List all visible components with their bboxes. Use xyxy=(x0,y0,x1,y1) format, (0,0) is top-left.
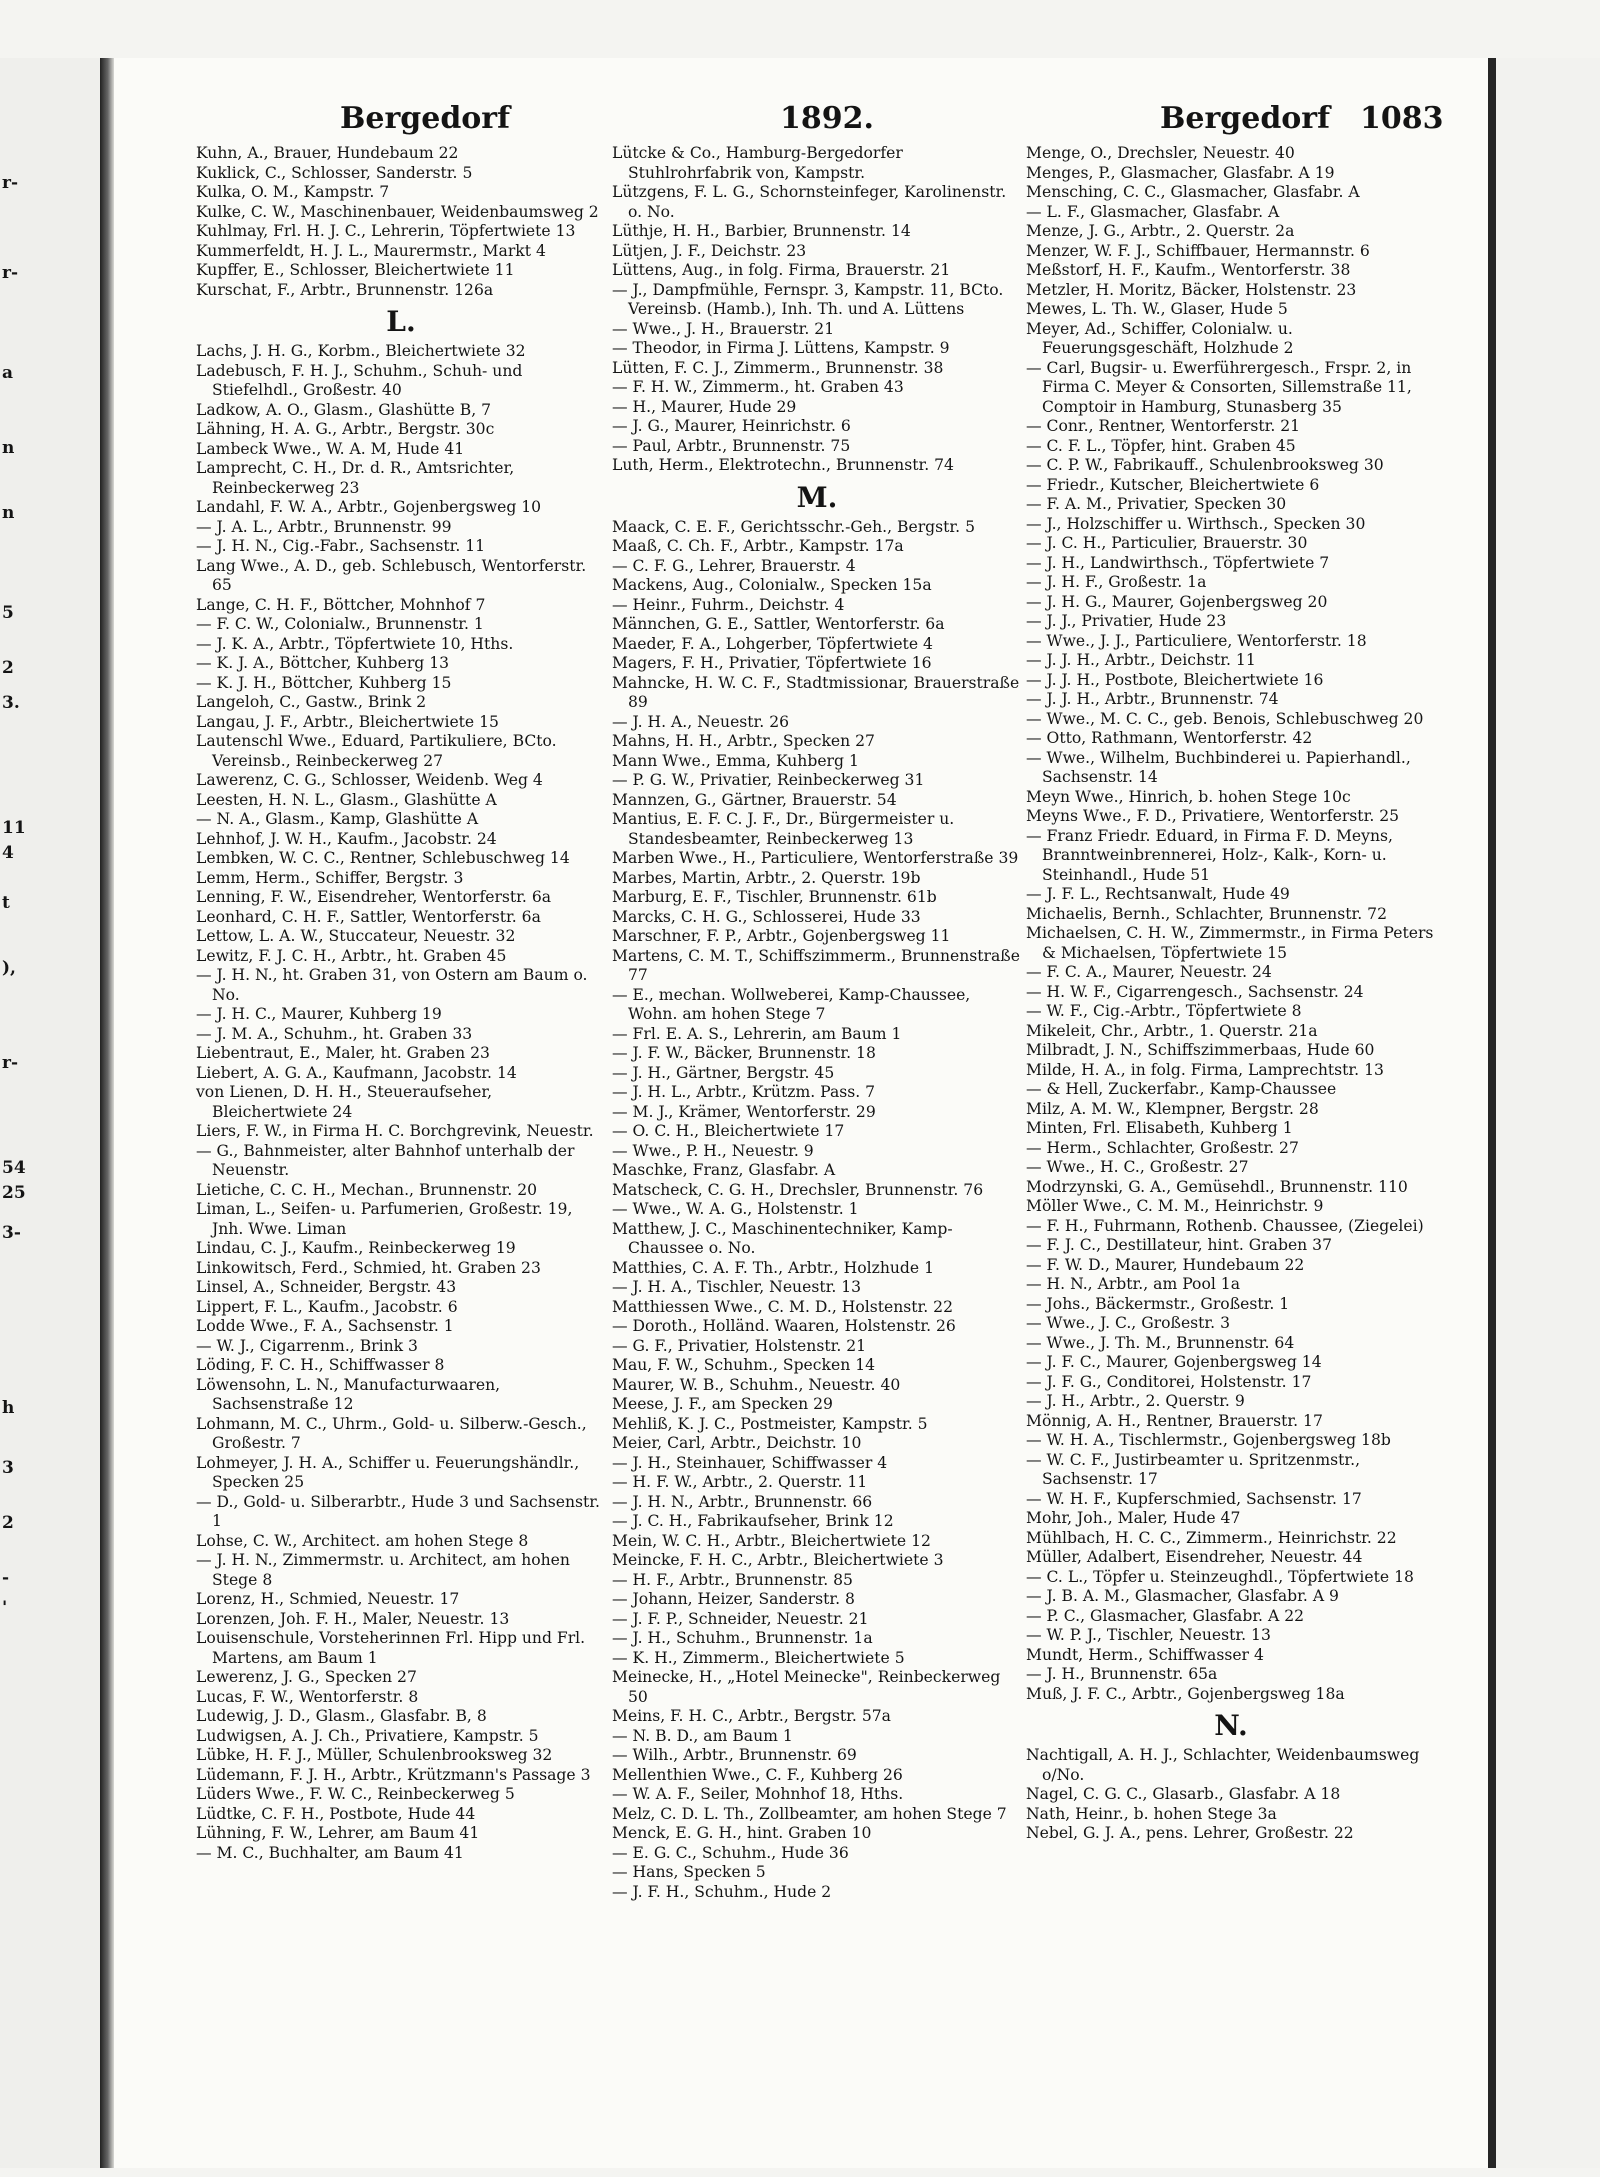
directory-entry: Mackens, Aug., Colonialw., Specken 15a xyxy=(612,576,932,594)
directory-entry: — Wwe., P. H., Neuestr. 9 xyxy=(612,1141,814,1160)
directory-entry: — J. A. L., Arbtr., Brunnenstr. 99 xyxy=(196,517,452,536)
directory-entry: Lehnhof, J. W. H., Kaufm., Jacobstr. 24 xyxy=(196,829,497,848)
directory-entry: — J. H., Steinhauer, Schiffwasser 4 xyxy=(612,1453,888,1472)
running-title-left: Bergedorf xyxy=(340,101,511,136)
directory-entry: — F. W. D., Maurer, Hundebaum 22 xyxy=(1026,1255,1305,1274)
directory-entry: Lenning, F. W., Eisendreher, Wentorferstr. 6a xyxy=(196,888,552,906)
directory-entry: Landahl, F. W. A., Arbtr., Gojenbergsweg 10 xyxy=(196,498,542,516)
section-letter-heading: M. xyxy=(796,480,838,514)
previous-page-text-fragment: r- xyxy=(2,1053,19,1073)
directory-entry: Menze, J. G., Arbtr., 2. Querstr. 2a xyxy=(1026,222,1295,240)
directory-entry: — M. J., Krämer, Wentorferstr. 29 xyxy=(612,1102,876,1121)
directory-entry: Maschke, Franz, Glasfabr. A xyxy=(612,1161,836,1179)
directory-entry: Lindau, C. J., Kaufm., Reinbeckerweg 19 xyxy=(196,1239,516,1257)
directory-entry: Mantius, E. F. C. J. F., Dr., Bürgermeister u. Standesbeamter, Reinbeckerweg 13 xyxy=(612,810,955,848)
directory-entry: Menge, O., Drechsler, Neuestr. 40 xyxy=(1026,144,1295,162)
directory-entry: Nebel, G. J. A., pens. Lehrer, Großestr. 22 xyxy=(1026,1824,1354,1842)
directory-entry: Maurer, W. B., Schuhm., Neuestr. 40 xyxy=(612,1375,901,1394)
directory-entry: Langau, J. F., Arbtr., Bleichertwiete 15 xyxy=(196,712,499,731)
directory-entry: Ladebusch, F. H. J., Schuhm., Schuh- und Stiefelhdl., Großestr. 40 xyxy=(196,361,523,399)
directory-entry: — J. F. P., Schneider, Neuestr. 21 xyxy=(612,1609,869,1628)
directory-entry: — Wwe., J. H., Brauerstr. 21 xyxy=(612,319,835,338)
directory-entry: — Wwe., Wilhelm, Buchbinderei u. Papierhandl., Sachsenstr. 14 xyxy=(1026,748,1411,786)
directory-entry: — Frl. E. A. S., Lehrerin, am Baum 1 xyxy=(612,1024,902,1043)
directory-entry: Lütcke & Co., Hamburg-Bergedorfer Stuhlrohrfabrik von, Kampstr. xyxy=(612,144,903,182)
directory-entry: Meese, J. F., am Specken 29 xyxy=(612,1395,833,1413)
directory-entry: Lützgens, F. L. G., Schornsteinfeger, Karolinenstr. o. No. xyxy=(612,183,1007,221)
directory-entry: — E., mechan. Wollweberei, Kamp-Chaussee, Wohn. am hohen Stege 7 xyxy=(612,985,971,1023)
directory-entry: Modrzynski, G. A., Gemüsehdl., Brunnenstr. 110 xyxy=(1026,1177,1408,1196)
directory-entry: — J. B. A. M., Glasmacher, Glasfabr. A 9 xyxy=(1026,1587,1339,1605)
directory-entry: — J. H. A., Neuestr. 26 xyxy=(612,712,790,731)
directory-entry: — J. F. L., Rechtsanwalt, Hude 49 xyxy=(1026,885,1290,903)
directory-entry: — Otto, Rathmann, Wentorferstr. 42 xyxy=(1026,729,1313,747)
directory-entry: Mikeleit, Chr., Arbtr., 1. Querstr. 21a xyxy=(1026,1021,1318,1040)
previous-page-text-fragment: 11 xyxy=(2,818,26,838)
directory-entry: — Wilh., Arbtr., Brunnenstr. 69 xyxy=(612,1746,857,1764)
directory-entry: Liers, F. W., in Firma H. C. Borchgrevink, Neuestr. xyxy=(196,1122,594,1140)
directory-column-middle xyxy=(612,144,1022,1902)
directory-entry: Kurschat, F., Arbtr., Brunnenstr. 126a xyxy=(196,280,494,299)
directory-entry: — Johs., Bäckermstr., Großestr. 1 xyxy=(1026,1294,1290,1313)
directory-entry: — Theodor, in Firma J. Lüttens, Kampstr. 9 xyxy=(612,339,950,357)
directory-entry: Linsel, A., Schneider, Bergstr. 43 xyxy=(196,1278,457,1296)
directory-entry: — Wwe., M. C. C., geb. Benois, Schlebuschweg 20 xyxy=(1026,709,1424,728)
directory-entry: Lütten, F. C. J., Zimmerm., Brunnenstr. 38 xyxy=(612,358,944,377)
directory-entry: Mahns, H. H., Arbtr., Specken 27 xyxy=(612,732,875,750)
directory-entry: Kuhlmay, Frl. H. J. C., Lehrerin, Töpfertwiete 13 xyxy=(196,222,576,240)
directory-entry: Männchen, G. E., Sattler, Wentorferstr. 6a xyxy=(612,615,945,633)
directory-entry: — G., Bahnmeister, alter Bahnhof unterhalb der Neuenstr. xyxy=(196,1141,575,1179)
directory-entry: — W. A. F., Seiler, Mohnhof 18, Hths. xyxy=(612,1785,904,1803)
directory-entry: — J. H., Arbtr., 2. Querstr. 9 xyxy=(1026,1392,1245,1410)
directory-entry: Mellenthien Wwe., C. F., Kuhberg 26 xyxy=(612,1765,903,1784)
directory-entry: Lautenschl Wwe., Eduard, Partikuliere, BCto. Vereinsb., Reinbeckerweg 27 xyxy=(196,732,557,770)
directory-entry: Michaelsen, C. H. W., Zimmermstr., in Firma Peters & Michaelsen, Töpfertwiete 15 xyxy=(1026,924,1434,962)
previous-page-text-fragment: a xyxy=(2,363,14,383)
directory-entry: — J. K. A., Arbtr., Töpfertwiete 10, Hths. xyxy=(196,634,514,653)
directory-entry: Lüttens, Aug., in folg. Firma, Brauerstr. 21 xyxy=(612,261,951,279)
directory-entry: Mewes, L. Th. W., Glaser, Hude 5 xyxy=(1026,300,1288,318)
directory-entry: Lippert, F. L., Kaufm., Jacobstr. 6 xyxy=(196,1297,458,1316)
directory-entry: — J. F. C., Maurer, Gojenbergsweg 14 xyxy=(1026,1353,1322,1371)
directory-entry: Lüdemann, F. J. H., Arbtr., Krützmann's Passage 3 xyxy=(196,1765,591,1784)
directory-entry: Liebentraut, E., Maler, ht. Graben 23 xyxy=(196,1044,490,1062)
directory-entry: Löwensohn, L. N., Manufacturwaaren, Sachsenstraße 12 xyxy=(196,1375,501,1413)
directory-entry: Nachtigall, A. H. J., Schlachter, Weidenbaumsweg o/No. xyxy=(1026,1746,1420,1784)
directory-entry: — N. A., Glasm., Kamp, Glashütte A xyxy=(196,810,479,828)
directory-entry: Mehliß, K. J. C., Postmeister, Kampstr. 5 xyxy=(612,1414,928,1433)
directory-entry: Lüdtke, C. F. H., Postbote, Hude 44 xyxy=(196,1804,476,1823)
directory-entry: — Wwe., J. Th. M., Brunnenstr. 64 xyxy=(1026,1333,1295,1352)
directory-entry: Ludwigsen, A. J. Ch., Privatiere, Kampstr. 5 xyxy=(196,1726,539,1745)
directory-entry: Lietiche, C. C. H., Mechan., Brunnenstr. 20 xyxy=(196,1180,538,1199)
directory-entry: Müller, Adalbert, Eisendreher, Neuestr. 44 xyxy=(1026,1548,1363,1566)
directory-entry: Melz, C. D. L. Th., Zollbeamter, am hohen Stege 7 xyxy=(612,1804,1007,1823)
directory-entry: Matthies, C. A. F. Th., Arbtr., Holzhude 1 xyxy=(612,1258,934,1277)
directory-entry: Leesten, H. N. L., Glasm., Glashütte A xyxy=(196,790,497,809)
directory-entry: Lawerenz, C. G., Schlosser, Weidenb. Weg 4 xyxy=(196,771,543,789)
directory-entry: Meyn Wwe., Hinrich, b. hohen Stege 10c xyxy=(1026,787,1351,806)
directory-entry: — C. P. W., Fabrikauff., Schulenbrooksweg 30 xyxy=(1026,456,1384,474)
directory-entry: Nath, Heinr., b. hohen Stege 3a xyxy=(1026,1804,1277,1823)
directory-entry: Maack, C. E. F., Gerichtsschr.-Geh., Bergstr. 5 xyxy=(612,517,975,536)
directory-entry: Linkowitsch, Ferd., Schmied, ht. Graben 23 xyxy=(196,1258,541,1277)
directory-entry: — H. F. W., Arbtr., 2. Querstr. 11 xyxy=(612,1473,868,1491)
directory-entry: Matthew, J. C., Maschinentechniker, Kamp-Chaussee o. No. xyxy=(612,1219,953,1257)
previous-page-text-fragment: 4 xyxy=(2,843,14,863)
directory-entry: Marbes, Martin, Arbtr., 2. Querstr. 19b xyxy=(612,868,921,887)
directory-entry: Milz, A. M. W., Klempner, Bergstr. 28 xyxy=(1026,1099,1319,1118)
directory-entry: Metzler, H. Moritz, Bäcker, Holstenstr. 23 xyxy=(1026,280,1357,299)
directory-entry: Milbradt, J. N., Schiffszimmerbaas, Hude 60 xyxy=(1026,1041,1375,1059)
directory-entry: Mann Wwe., Emma, Kuhberg 1 xyxy=(612,751,859,770)
directory-entry: — J. F. G., Conditorei, Holstenstr. 17 xyxy=(1026,1372,1312,1391)
directory-entry: Meyer, Ad., Schiffer, Colonialw. u. Feuerungsgeschäft, Holzhude 2 xyxy=(1026,319,1294,357)
directory-entry: — C. F. G., Lehrer, Brauerstr. 4 xyxy=(612,556,856,575)
page-outer-margin xyxy=(1496,58,1600,2168)
section-letter-heading: N. xyxy=(1214,1709,1248,1742)
directory-entry: Lambeck Wwe., W. A. M, Hude 41 xyxy=(196,439,465,458)
previous-page-text-fragment: 5 xyxy=(2,603,14,623)
directory-entry: — H. F., Arbtr., Brunnenstr. 85 xyxy=(612,1570,853,1589)
directory-entry: Muß, J. F. C., Arbtr., Gojenbergsweg 18a xyxy=(1026,1684,1345,1703)
directory-entry: — K. J. H., Böttcher, Kuhberg 15 xyxy=(196,673,452,692)
directory-entry: — J. H. G., Maurer, Gojenbergsweg 20 xyxy=(1026,592,1328,611)
directory-entry: — H. N., Arbtr., am Pool 1a xyxy=(1026,1275,1240,1293)
directory-entry: — D., Gold- u. Silberarbtr., Hude 3 und Sachsenstr. 1 xyxy=(196,1492,601,1530)
directory-entry: Lettow, L. A. W., Stuccateur, Neuestr. 32 xyxy=(196,927,516,945)
directory-entry: Lang Wwe., A. D., geb. Schlebusch, Wentorferstr. 65 xyxy=(196,556,587,594)
directory-entry: Louisenschule, Vorsteherinnen Frl. Hipp und Frl. Martens, am Baum 1 xyxy=(196,1629,586,1667)
directory-entry: — W. P. J., Tischler, Neuestr. 13 xyxy=(1026,1626,1271,1644)
directory-entry: — W. C. F., Justirbeamter u. Spritzenmstr., Sachsenstr. 17 xyxy=(1026,1450,1361,1488)
directory-entry: Mannzen, G., Gärtner, Brauerstr. 54 xyxy=(612,790,897,809)
previous-page-edge xyxy=(0,58,100,2168)
previous-page-text-fragment: n xyxy=(2,503,15,523)
previous-page-text-fragment: - xyxy=(2,1568,10,1588)
directory-entry: Michaelis, Bernh., Schlachter, Brunnenstr. 72 xyxy=(1026,904,1387,923)
page-header xyxy=(180,101,1600,137)
directory-entry: — J. J. H., Postbote, Bleichertwiete 16 xyxy=(1026,670,1324,689)
directory-entry: Marburg, E. F., Tischler, Brunnenstr. 61b xyxy=(612,888,937,906)
directory-entry: — J. C. H., Fabrikaufseher, Brink 12 xyxy=(612,1512,894,1530)
page-number: 1083 xyxy=(1360,101,1444,136)
directory-entry: Marschner, F. P., Arbtr., Gojenbergsweg 11 xyxy=(612,927,951,945)
directory-entry: — G. F., Privatier, Holstenstr. 21 xyxy=(612,1336,867,1355)
directory-entry: — Hans, Specken 5 xyxy=(612,1863,766,1881)
directory-entry: — J. H. L., Arbtr., Krützm. Pass. 7 xyxy=(612,1083,876,1101)
directory-entry: Menges, P., Glasmacher, Glasfabr. A 19 xyxy=(1026,163,1335,182)
previous-page-text-fragment: 25 xyxy=(2,1183,26,1203)
directory-entry: Matthiessen Wwe., C. M. D., Holstenstr. 22 xyxy=(612,1297,954,1316)
directory-entry: — J. M. A., Schuhm., ht. Graben 33 xyxy=(196,1024,473,1043)
directory-entry: Möller Wwe., C. M. M., Heinrichstr. 9 xyxy=(1026,1197,1324,1215)
directory-entry: Meier, Carl, Arbtr., Deichstr. 10 xyxy=(612,1434,862,1452)
previous-page-text-fragment: ), xyxy=(2,958,16,978)
directory-entry: — F. H., Fuhrmann, Rothenb. Chaussee, (Ziegelei) xyxy=(1026,1216,1424,1235)
previous-page-text-fragment: r- xyxy=(2,263,19,283)
directory-entry: — J. H. C., Maurer, Kuhberg 19 xyxy=(196,1005,442,1023)
previous-page-text-fragment: 2 xyxy=(2,1513,14,1533)
previous-page-text-fragment: t xyxy=(2,893,10,913)
directory-entry: Mönnig, A. H., Rentner, Brauerstr. 17 xyxy=(1026,1411,1323,1430)
directory-entry: — F. C. A., Maurer, Neuestr. 24 xyxy=(1026,963,1272,981)
directory-entry: — Heinr., Fuhrm., Deichstr. 4 xyxy=(612,595,845,614)
directory-entry: Kulka, O. M., Kampstr. 7 xyxy=(196,183,390,201)
directory-entry: Löding, F. C. H., Schiffwasser 8 xyxy=(196,1356,445,1374)
directory-entry: Menzer, W. F. J., Schiffbauer, Hermannstr. 6 xyxy=(1026,241,1370,260)
directory-entry: — E. G. C., Schuhm., Hude 36 xyxy=(612,1843,849,1862)
directory-entry: Kulke, C. W., Maschinenbauer, Weidenbaumsweg 2 xyxy=(196,202,599,221)
directory-entry: Lembken, W. C. C., Rentner, Schlebuschweg 14 xyxy=(196,849,570,867)
directory-entry: Kuklick, C., Schlosser, Sanderstr. 5 xyxy=(196,163,473,182)
directory-entry: — Herm., Schlachter, Großestr. 27 xyxy=(1026,1138,1299,1157)
directory-entry: Lamprecht, C. H., Dr. d. R., Amtsrichter, Reinbeckerweg 23 xyxy=(196,459,515,497)
directory-entry: — Wwe., H. C., Großestr. 27 xyxy=(1026,1158,1249,1176)
directory-entry: Mühlbach, H. C. C., Zimmerm., Heinrichstr. 22 xyxy=(1026,1528,1397,1547)
directory-entry: — Johann, Heizer, Sanderstr. 8 xyxy=(612,1590,855,1608)
running-title-right: Bergedorf xyxy=(1160,101,1331,136)
directory-entry: Mein, W. C. H., Arbtr., Bleichertwiete 12 xyxy=(612,1531,931,1550)
directory-entry: Lachs, J. H. G., Korbm., Bleichertwiete 32 xyxy=(196,342,526,360)
directory-entry: Lähning, H. A. G., Arbtr., Bergstr. 30c xyxy=(196,420,495,438)
directory-entry: Kupffer, E., Schlosser, Bleichertwiete 11 xyxy=(196,261,515,279)
directory-entry: — Paul, Arbtr., Brunnenstr. 75 xyxy=(612,436,851,455)
directory-entry: — J., Dampfmühle, Fernspr. 3, Kampstr. 11, BCto. Vereinsb. (Hamb.), Inh. Th. und A. Lüttens xyxy=(612,280,1004,318)
directory-entry: — Wwe., J. J., Particuliere, Wentorferstr. 18 xyxy=(1026,631,1367,650)
directory-entry: Matscheck, C. G. H., Drechsler, Brunnenstr. 76 xyxy=(612,1180,984,1199)
directory-entry: Meßstorf, H. F., Kaufm., Wentorferstr. 38 xyxy=(1026,261,1351,279)
directory-entry: — J. H., Landwirthsch., Töpfertwiete 7 xyxy=(1026,553,1330,572)
directory-entry: Liebert, A. G. A., Kaufmann, Jacobstr. 14 xyxy=(196,1063,517,1082)
directory-entry: Mau, F. W., Schuhm., Specken 14 xyxy=(612,1356,876,1374)
previous-page-text-fragment: 3. xyxy=(2,693,20,713)
directory-entry: Ludewig, J. D., Glasm., Glasfabr. B, 8 xyxy=(196,1707,487,1725)
directory-entry: — P. G. W., Privatier, Reinbeckerweg 31 xyxy=(612,771,925,789)
directory-entry: Lange, C. H. F., Böttcher, Mohnhof 7 xyxy=(196,595,486,614)
directory-entry: Luth, Herm., Elektrotechn., Brunnenstr. 74 xyxy=(612,456,954,474)
directory-entry: — J. H. N., Cig.-Fabr., Sachsenstr. 11 xyxy=(196,537,486,555)
directory-entry: Meyns Wwe., F. D., Privatiere, Wentorferstr. 25 xyxy=(1026,807,1400,825)
directory-entry: Lodde Wwe., F. A., Sachsenstr. 1 xyxy=(196,1317,454,1335)
directory-entry: Lohmann, M. C., Uhrm., Gold- u. Silberw.-Gesch., Großestr. 7 xyxy=(196,1414,587,1452)
directory-entry: — Doroth., Holländ. Waaren, Holstenstr. 26 xyxy=(612,1317,956,1335)
directory-entry: — J. H. F., Großestr. 1a xyxy=(1026,573,1207,591)
directory-entry: — J. H. A., Tischler, Neuestr. 13 xyxy=(612,1278,862,1296)
directory-entry: — N. B. D., am Baum 1 xyxy=(612,1726,793,1745)
directory-entry: — J. H., Gärtner, Bergstr. 45 xyxy=(612,1063,835,1082)
directory-entry: Kummerfeldt, H. J. L., Maurermstr., Markt 4 xyxy=(196,241,546,260)
directory-entry: Mahncke, H. W. C. F., Stadtmissionar, Brauerstraße 89 xyxy=(612,673,1020,711)
directory-entry: — J. H., Schuhm., Brunnenstr. 1a xyxy=(612,1629,873,1647)
directory-entry: — Wwe., J. C., Großestr. 3 xyxy=(1026,1314,1231,1332)
directory-entry: Magers, F. H., Privatier, Töpfertwiete 16 xyxy=(612,654,932,672)
directory-entry: — W. H. F., Kupferschmied, Sachsenstr. 17 xyxy=(1026,1489,1362,1508)
year-heading: 1892. xyxy=(780,101,874,136)
previous-page-text-fragment: 3 xyxy=(2,1458,14,1478)
directory-entry: — F. J. C., Destillateur, hint. Graben 37 xyxy=(1026,1236,1333,1254)
directory-entry: — J. J. H., Arbtr., Deichstr. 11 xyxy=(1026,651,1256,669)
previous-page-text-fragment: 2 xyxy=(2,658,14,678)
directory-entry: — & Hell, Zuckerfabr., Kamp-Chaussee xyxy=(1026,1080,1337,1098)
directory-entry: Maeder, F. A., Lohgerber, Töpfertwiete 4 xyxy=(612,634,933,653)
directory-entry: Lorenz, H., Schmied, Neuestr. 17 xyxy=(196,1590,460,1608)
directory-entry: — H. W. F., Cigarrengesch., Sachsenstr. 24 xyxy=(1026,982,1364,1001)
directory-entry: Marben Wwe., H., Particuliere, Wentorferstraße 39 xyxy=(612,849,1019,867)
directory-entry: — J., Holzschiffer u. Wirthsch., Specken 30 xyxy=(1026,514,1366,533)
directory-entry: — K. J. A., Böttcher, Kuhberg 13 xyxy=(196,654,450,672)
directory-entry: Lühning, F. W., Lehrer, am Baum 41 xyxy=(196,1824,480,1842)
directory-entry: Mundt, Herm., Schiffwasser 4 xyxy=(1026,1645,1264,1664)
directory-entry: Maaß, C. Ch. F., Arbtr., Kampstr. 17a xyxy=(612,537,904,555)
directory-entry: — P. C., Glasmacher, Glasfabr. A 22 xyxy=(1026,1606,1305,1625)
directory-entry: — J. H., Brunnenstr. 65a xyxy=(1026,1665,1218,1683)
directory-entry: — Conr., Rentner, Wentorferstr. 21 xyxy=(1026,417,1301,435)
directory-entry: Lohse, C. W., Architect. am hohen Stege 8 xyxy=(196,1531,529,1550)
book-gutter xyxy=(100,58,114,2168)
directory-entry: Langeloh, C., Gastw., Brink 2 xyxy=(196,693,427,711)
previous-page-text-fragment: ' xyxy=(2,1598,8,1618)
directory-entry: — F. A. M., Privatier, Specken 30 xyxy=(1026,495,1287,513)
directory-entry: — W. H. A., Tischlermstr., Gojenbergsweg 18b xyxy=(1026,1431,1391,1449)
previous-page-text-fragment: n xyxy=(2,438,15,458)
directory-entry: — Franz Friedr. Eduard, in Firma F. D. Meyns, Branntweinbrennerei, Holz-, Kalk-, Korn- u. Steinhandl., Hude 51 xyxy=(1026,826,1393,884)
previous-page-text-fragment: 54 xyxy=(2,1158,26,1178)
directory-entry: Lüthje, H. H., Barbier, Brunnenstr. 14 xyxy=(612,222,911,240)
directory-entry: — K. H., Zimmerm., Bleichertwiete 5 xyxy=(612,1648,905,1667)
directory-entry: — M. C., Buchhalter, am Baum 41 xyxy=(196,1843,464,1862)
directory-entry: Lüders Wwe., F. W. C., Reinbeckerweg 5 xyxy=(196,1785,515,1803)
directory-entry: Martens, C. M. T., Schiffszimmerm., Brunnenstraße 77 xyxy=(612,946,1020,984)
directory-entry: Lütjen, J. F., Deichstr. 23 xyxy=(612,241,807,260)
directory-entry: Mohr, Joh., Maler, Hude 47 xyxy=(1026,1509,1241,1527)
directory-entry: Ladkow, A. O., Glasm., Glashütte B, 7 xyxy=(196,400,492,419)
directory-entry: — J. F. W., Bäcker, Brunnenstr. 18 xyxy=(612,1044,876,1062)
directory-entry: Kuhn, A., Brauer, Hundebaum 22 xyxy=(196,144,459,162)
directory-entry: Lohmeyer, J. H. A., Schiffer u. Feuerungshändlr., Specken 25 xyxy=(196,1453,580,1491)
directory-entry: Meincke, F. H. C., Arbtr., Bleichertwiete 3 xyxy=(612,1551,944,1569)
directory-entry: — L. F., Glasmacher, Glasfabr. A xyxy=(1026,202,1280,221)
directory-entry: — H., Maurer, Hude 29 xyxy=(612,397,797,416)
directory-column-left xyxy=(196,144,606,1863)
directory-entry: — Carl, Bugsir- u. Ewerführergesch., Frspr. 2, in Firma C. Meyer & Consorten, Sillemstraße 11, Comptoir in Hamburg, Stunasberg 35 xyxy=(1026,358,1412,416)
directory-entry: — J. G., Maurer, Heinrichstr. 6 xyxy=(612,417,851,435)
directory-entry: Lucas, F. W., Wentorferstr. 8 xyxy=(196,1687,419,1706)
directory-entry: Lemm, Herm., Schiffer, Bergstr. 3 xyxy=(196,868,464,887)
directory-entry: — W. F., Cig.-Arbtr., Töpfertwiete 8 xyxy=(1026,1002,1302,1020)
directory-entry: Lewerenz, J. G., Specken 27 xyxy=(196,1668,417,1686)
directory-entry: von Lienen, D. H. H., Steueraufseher, Bleichertwiete 24 xyxy=(196,1083,493,1121)
directory-entry: — J. J. H., Arbtr., Brunnenstr. 74 xyxy=(1026,690,1279,708)
directory-entry: Lewitz, F. J. C. H., Arbtr., ht. Graben 45 xyxy=(196,946,507,965)
directory-entry: — Friedr., Kutscher, Bleichertwiete 6 xyxy=(1026,475,1320,494)
directory-entry: Lübke, H. F. J., Müller, Schulenbrooksweg 32 xyxy=(196,1746,553,1764)
section-letter-heading: L. xyxy=(386,305,416,338)
previous-page-text-fragment: h xyxy=(2,1398,15,1418)
directory-entry: — C. F. L., Töpfer, hint. Graben 45 xyxy=(1026,436,1296,455)
directory-entry: — J. C. H., Particulier, Brauerstr. 30 xyxy=(1026,534,1308,552)
directory-entry: — F. H. W., Zimmerm., ht. Graben 43 xyxy=(612,378,904,396)
directory-entry: Menck, E. G. H., hint. Graben 10 xyxy=(612,1824,872,1842)
directory-entry: — F. C. W., Colonialw., Brunnenstr. 1 xyxy=(196,615,484,633)
directory-entry: Marcks, C. H. G., Schlosserei, Hude 33 xyxy=(612,907,921,926)
directory-entry: — J. H. N., Zimmermstr. u. Architect, am hohen Stege 8 xyxy=(196,1551,570,1589)
directory-entry: Liman, L., Seifen- u. Parfumerien, Großestr. 19, Jnh. Wwe. Liman xyxy=(196,1200,573,1238)
directory-entry: Minten, Frl. Elisabeth, Kuhberg 1 xyxy=(1026,1119,1293,1137)
directory-entry: Leonhard, C. H. F., Sattler, Wentorferstr. 6a xyxy=(196,907,541,926)
previous-page-text-fragment: 3- xyxy=(2,1223,21,1243)
directory-entry: — W. J., Cigarrenm., Brink 3 xyxy=(196,1336,418,1355)
directory-entry: — J. J., Privatier, Hude 23 xyxy=(1026,612,1227,630)
directory-entry: — J. H. N., ht. Graben 31, von Ostern am Baum o. No. xyxy=(196,966,588,1004)
directory-entry: — J. F. H., Schuhm., Hude 2 xyxy=(612,1882,832,1901)
directory-entry: Meinecke, H., „Hotel Meinecke", Reinbeckerweg 50 xyxy=(612,1668,1001,1706)
directory-entry: — Wwe., W. A. G., Holstenstr. 1 xyxy=(612,1200,859,1218)
directory-entry: — C. L., Töpfer u. Steinzeughdl., Töpfertwiete 18 xyxy=(1026,1567,1414,1586)
directory-entry: — O. C. H., Bleichertwiete 17 xyxy=(612,1122,845,1140)
directory-entry: Lorenzen, Joh. F. H., Maler, Neuestr. 13 xyxy=(196,1609,510,1628)
directory-entry: Milde, H. A., in folg. Firma, Lamprechtstr. 13 xyxy=(1026,1060,1384,1079)
directory-entry: — J. H. N., Arbtr., Brunnenstr. 66 xyxy=(612,1492,873,1511)
directory-entry: Mensching, C. C., Glasmacher, Glasfabr. A xyxy=(1026,183,1360,201)
previous-page-text-fragment: r- xyxy=(2,173,19,193)
directory-column-right xyxy=(1026,144,1436,1844)
directory-entry: Nagel, C. G. C., Glasarb., Glasfabr. A 18 xyxy=(1026,1785,1341,1803)
directory-entry: Meins, F. H. C., Arbtr., Bergstr. 57a xyxy=(612,1707,891,1725)
